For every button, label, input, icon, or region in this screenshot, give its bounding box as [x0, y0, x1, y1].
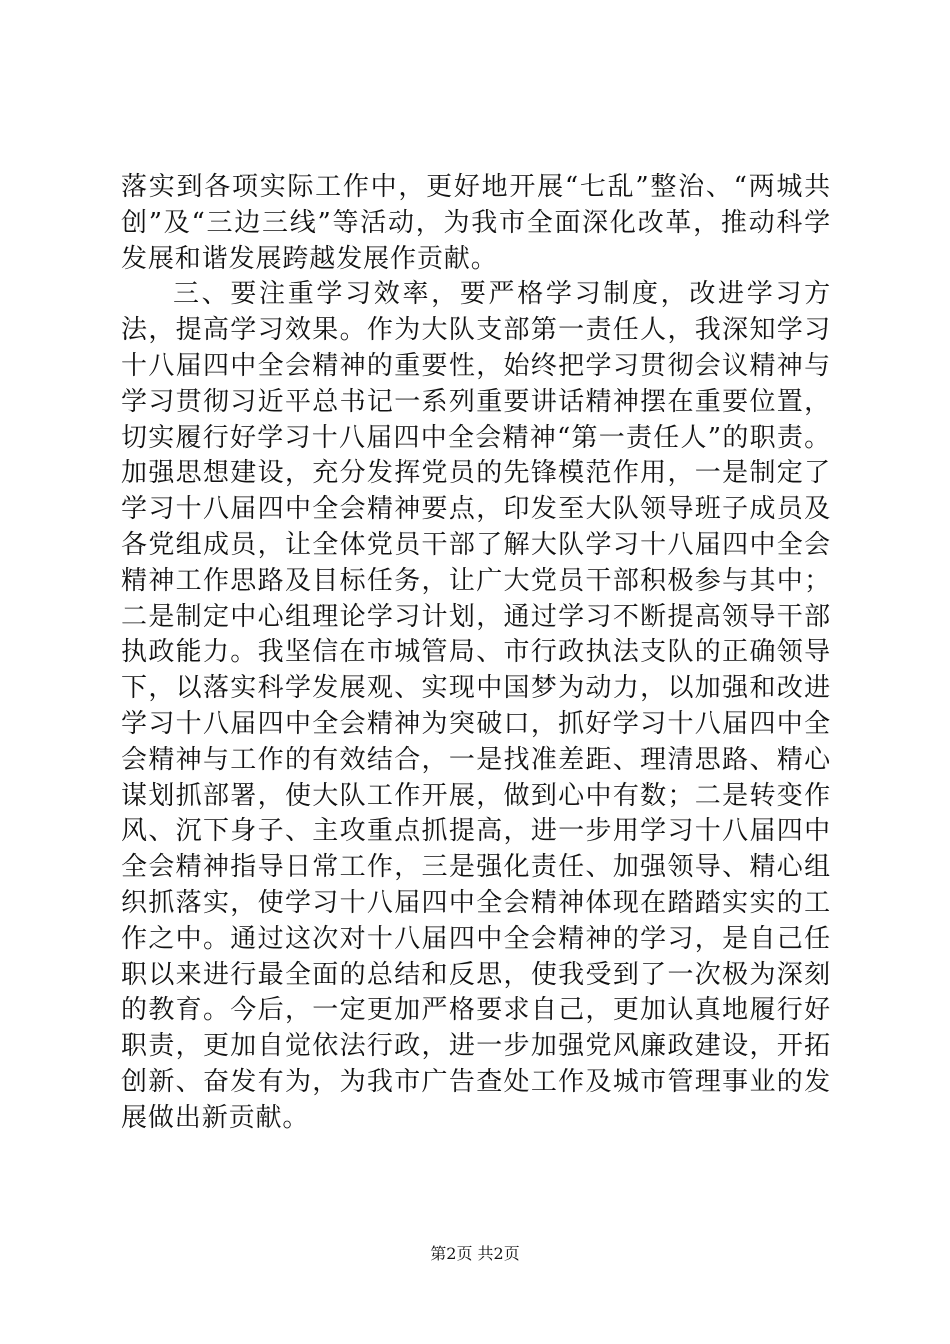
paragraph-continuation: 落实到各项实际工作中，更好地开展“七乱”整治、“两城共创”及“三边三线”等活动，为我市全面深化改革，推动科学发展和谐发展跨越发展作贡献。: [121, 172, 831, 274]
document-body: [121, 170, 831, 1137]
paragraph-section-three: 三、要注重学习效率，要严格学习制度，改进学习方法，提高学习效果。作为大队支部第一责任人，我深知学习十八届四中全会精神的重要性，始终把学习贯彻会议精神与学习贯彻习近平总书记一系列重要讲话精神摆在重要位置，切实履行好学习十八届四中全会精神“第一责任人”的职责。加强思想建设，充分发挥党员的先锋模范作用，一是制定了学习十八届四中全会精神要点，印发至大队领导班子成员及各党组成员，让全体党员干部了解大队学习十八届四中全会精神工作思路及目标任务，让广大党员干部积极参与其中；二是制定中心组理论学习计划，通过学习不断提高领导干部执政能力。我坚信在市城管局、市行政执法支队的正确领导下，以落实科学发展观、实现中国梦为动力，以加强和改进学习十八届四中全会精神为突破口，抓好学习十八届四中全会精神与工作的有效结合，一是找准差距、理清思路、精心谋划抓部署，使大队工作开展，做到心中有数；二是转变作风、沉下身子、主攻重点抓提高，进一步用学习十八届四中全会精神指导日常工作，三是强化责任、加强领导、精心组织抓落实，使学习十八届四中全会精神体现在踏踏实实的工作之中。通过这次对十八届四中全会精神的学习，是自己任职以来进行最全面的总结和反思，使我受到了一次极为深刻的教育。今后，一定更加严格要求自己，更加认真地履行好职责，更加自觉依法行政，进一步加强党风廉政建设，开拓创新、奋发有为，为我市广告查处工作及城市管理事业的发展做出新贡献。: [121, 279, 831, 1133]
page-number-footer: 第2页 共2页: [430, 1244, 520, 1263]
